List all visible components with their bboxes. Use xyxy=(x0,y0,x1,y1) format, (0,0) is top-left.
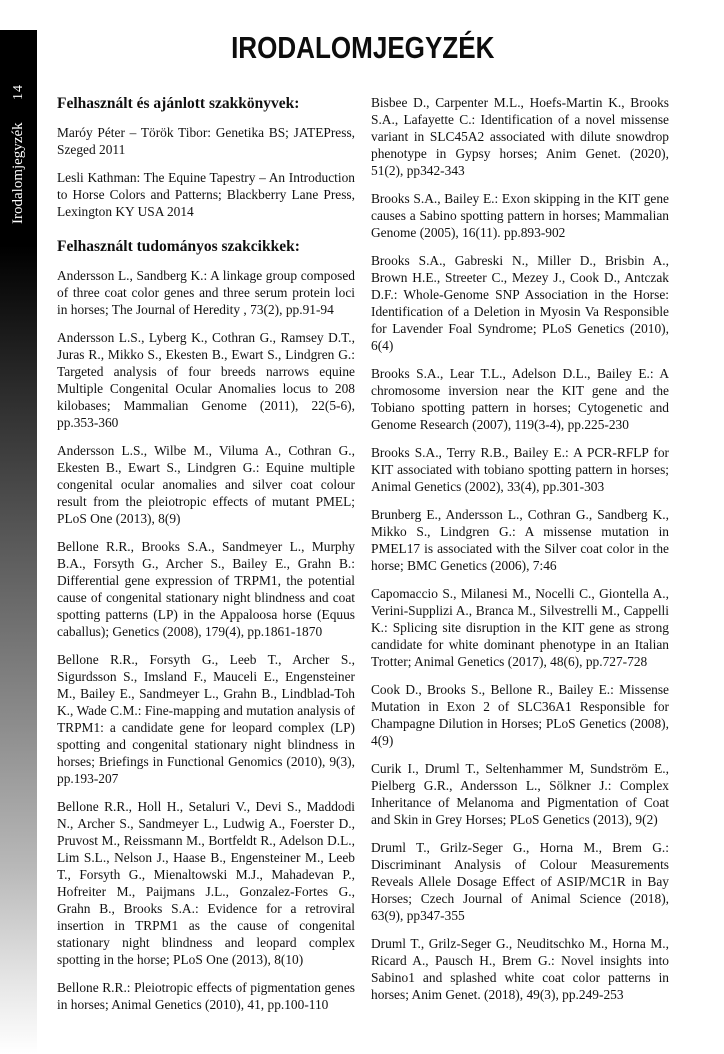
article-reference: Bellone R.R.: Pleiotropic effects of pigmentation genes in horses; Animal Genetics (2010), 41, pp.100-110 xyxy=(57,980,355,1012)
book-reference: Maróy Péter – Török Tibor: Genetika BS; JATEPress, Szeged 2011 xyxy=(57,125,355,157)
article-reference: Bisbee D., Carpenter M.L., Hoefs-Martin K., Brooks S.A., Lafayette C.: Identification of a novel missense variant in SLC45A2 associated with dilute snowdrop phenotype in Gypsy horses; Anim Genet. (2020), 51(2), pp342-343 xyxy=(371,95,669,178)
article-reference: Curik I., Druml T., Seltenhammer M, Sundström E., Pielberg G.R., Andersson L., Sölkner J.: Complex Inheritance of Melanoma and Pigmentation of Coat and Skin in Grey Horses; PLoS Genetics (2013), 9(2) xyxy=(371,761,669,827)
article-reference: Andersson L., Sandberg K.: A linkage group composed of three coat color genes and three serum protein loci in horses; The Journal of Heredity , 73(2), pp.91-94 xyxy=(57,268,355,317)
article-reference: Brooks S.A., Bailey E.: Exon skipping in the KIT gene causes a Sabino spotting pattern in horses; Mammalian Genome (2005), 16(11). pp.893-902 xyxy=(371,191,669,240)
article-reference: Brooks S.A., Terry R.B., Bailey E.: A PCR-RFLP for KIT associated with tobiano spotting pattern in horses; Animal Genetics (2002), 33(4), pp.301-303 xyxy=(371,445,669,494)
page-content xyxy=(37,30,724,1013)
article-reference: Andersson L.S., Wilbe M., Viluma A., Cothran G., Ekesten B., Ewart S., Lindgren G.: Equine multiple congenital ocular anomalies and silver coat colour result from the pleiotropic effects of mutant PMEL; PLoS One (2013), 8(9) xyxy=(57,443,355,526)
section-heading-books: Felhasznált és ajánlott szakkönyvek: xyxy=(57,95,300,112)
page-number: 14 xyxy=(11,84,26,100)
article-reference: Bellone R.R., Forsyth G., Leeb T., Archer S., Sigurdsson S., Imsland F., Mauceli E., Engensteiner M., Bailey E., Sandmeyer L., Grahn B., Lindblad-Toh K., Wade C.M.: Fine-mapping and mutation analysis of TRPM1: a candidate gene for leopard complex (LP) spotting and congenital stationary night blindness in horses; Briefings in Functional Genomics (2010), 9(3), pp.193-207 xyxy=(57,652,355,786)
article-reference: Druml T., Grilz-Seger G., Horna M., Brem G.: Discriminant Analysis of Colour Measurements Reveals Allele Dosage Effect of ASIP/MC1R in Bay Horses; Czech Journal of Animal Science (2018), 63(9), pp347-355 xyxy=(371,840,669,923)
article-reference: Andersson L.S., Lyberg K., Cothran G., Ramsey D.T., Juras R., Mikko S., Ekesten B., Ewart S., Lindgren G.: Targeted analysis of four breeds narrows equine Multiple Congenital Ocular Anomalies locus to 208 kilobases; Mammalian Genome (2011), 22(5-6), pp.353-360 xyxy=(57,330,355,430)
book-reference: Lesli Kathman: The Equine Tapestry – An Introduction to Horse Colors and Patterns; Blackberry Lane Press, Lexington KY USA 2014 xyxy=(57,170,355,219)
article-reference: Brooks S.A., Lear T.L., Adelson D.L., Bailey E.: A chromosome inversion near the KIT gene and the Tobiano spotting pattern in horses; Cytogenetic and Genome Research (2007), 119(3-4), pp.225-230 xyxy=(371,366,669,432)
article-reference: Cook D., Brooks S., Bellone R., Bailey E.: Missense Mutation in Exon 2 of SLC36A1 Responsible for Champagne Dilution in Horses; PLoS Genetics (2008), 4(9) xyxy=(371,682,669,748)
section-heading-articles: Felhasznált tudományos szakcikkek: xyxy=(57,238,300,255)
right-column xyxy=(371,94,669,1013)
left-column xyxy=(57,94,355,1013)
article-reference: Brunberg E., Andersson L., Cothran G., Sandberg K., Mikko S., Lindgren G.: A missense mutation in PMEL17 is associated with the Silver coat color in the horse; BMC Genetics (2006), 7:46 xyxy=(371,507,669,573)
article-reference: Bellone R.R., Holl H., Setaluri V., Devi S., Maddodi N., Archer S., Sandmeyer L., Ludwig A., Foerster D., Pruvost M., Reissmann M., Bortfeldt R., Adelson D.L., Lim S.L., Nelson J., Haase B., Engensteiner M., Leeb T., Forsyth G., Mienaltowski M.J., Mahadevan P., Hofreiter M., Paijmans J.L., Gonzalez-Fortes G., Grahn B., Brooks S.A.: Evidence for a retroviral insertion in TRPM1 as the cause of congenital stationary night blindness and leopard complex spotting in the horse; PLoS One (2013), 8(10) xyxy=(57,799,355,967)
article-reference: Druml T., Grilz-Seger G., Neuditschko M., Horna M., Ricard A., Pausch H., Brem G.: Novel insights into Sabino1 and splashed white coat color patterns in horses; Anim Genet. (2018), 49(3), pp.249-253 xyxy=(371,936,669,1002)
article-reference: Bellone R.R., Brooks S.A., Sandmeyer L., Murphy B.A., Forsyth G., Archer S., Bailey E., Grahn B.: Differential gene expression of TRPM1, the potential cause of congenital stationary night blindness and coat spotting patterns (LP) in the Appaloosa horse (Equus caballus); Genetics (2008), 179(4), pp.1861-1870 xyxy=(57,539,355,639)
chapter-label: Irodalomjegyzék xyxy=(10,122,26,224)
article-reference: Capomaccio S., Milanesi M., Nocelli C., Giontella A., Verini-Supplizi A., Branca M., Silvestrelli M., Cappelli K.: Splicing site disruption in the KIT gene as strong candidate for white dominant phenotype in an Italian Trotter; Animal Genetics (2017), 48(6), pp.727-728 xyxy=(371,586,669,669)
page-title: IRODALOMJEGYZÉK xyxy=(231,30,495,65)
title-row xyxy=(57,30,669,72)
article-reference: Brooks S.A., Gabreski N., Miller D., Brisbin A., Brown H.E., Streeter C., Mezey J., Cook D., Antczak D.F.: Whole-Genome SNP Association in the Horse: Identification of a Deletion in Myosin Va Responsible for Lavender Foal Syndrome; PLoS Genetics (2010), 6(4) xyxy=(371,253,669,353)
two-column-layout xyxy=(57,94,669,1013)
